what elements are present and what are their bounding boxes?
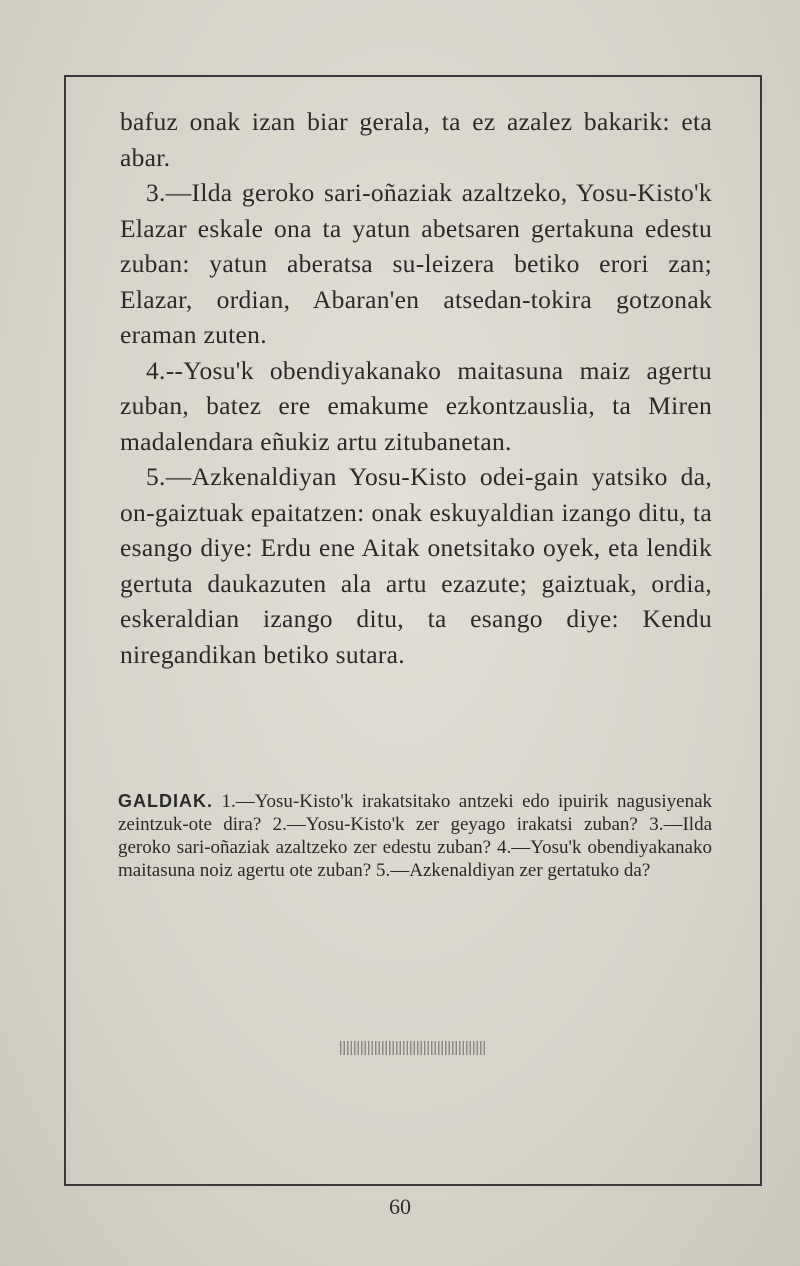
paragraph-1: bafuz onak izan biar gerala, ta ez azalez bakarik: eta abar. <box>120 107 712 172</box>
paragraph-2: 3.—Ilda geroko sari-oñaziak azaltzeko, Yosu-Kisto'k Elazar eskale ona ta yatun abetsaren gertakuna edestu zuban: yatun aberatsa su-leizera betiko erori zan; Elazar, ordian, Abaran'en atsedan-tokira gotzonak eraman zuten. <box>120 178 712 349</box>
body-text <box>120 104 712 672</box>
decorative-rule <box>340 1041 485 1055</box>
paragraph-4: 5.—Azkenaldiyan Yosu-Kisto odei-gain yatsiko da, on-gaiztuak epaitatzen: onak eskuyaldian izango ditu, ta esango diye: Erdu ene Aitak onetsitako oyek, eta lendik gertuta daukazuten ala artu ezazute; gaiztuak, ordia, eskeraldian izango ditu, ta esango diye: Kendu niregandikan betiko sutara. <box>120 462 712 669</box>
paragraph-3: 4.--Yosu'k obendiyakanako maitasuna maiz agertu zuban, batez ere emakume ezkontzauslia, ta Miren madalendara eñukiz artu zitubanetan. <box>120 355 712 456</box>
questions-text: 1.—Yosu-Kisto'k irakatsitako antzeki edo ipuirik nagusiyenak zeintzuk-ote dira? 2.—Yosu-Kisto'k zer geyago irakatsi zuban? 3.—Ilda geroko sari-oñaziak azaltzeko zer edestu zuban? 4.—Yosu'k obendiyakanako maitasuna noiz agertu ote zuban? 5.—Azkenaldiyan zer gertatuko da? <box>118 791 713 881</box>
questions-block <box>118 790 712 882</box>
page-number: 60 <box>389 1194 411 1219</box>
questions-label: GALDIAK. <box>118 791 213 811</box>
